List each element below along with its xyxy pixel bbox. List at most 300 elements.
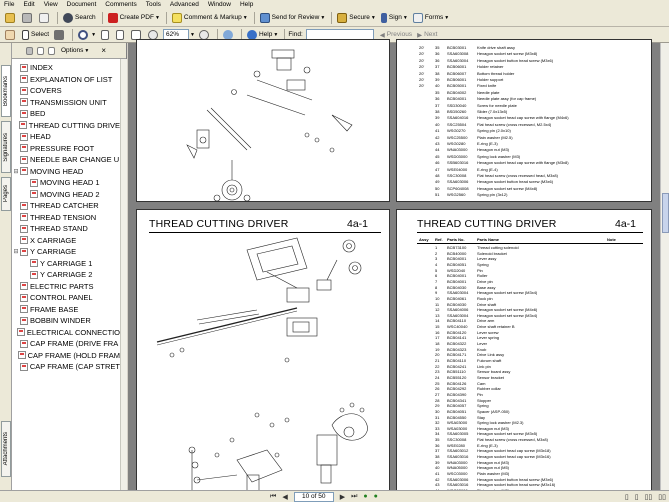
list-header xyxy=(397,237,647,243)
bookmark-icon xyxy=(20,340,28,348)
bookmark-item[interactable] xyxy=(12,177,120,189)
exploded-diagram xyxy=(137,210,391,500)
cell-assy: 20' xyxy=(419,83,425,89)
cell-ref: 38 xyxy=(435,70,440,76)
cell-part-name: Stay xyxy=(477,414,486,420)
header-rule xyxy=(417,243,643,244)
bookmark-label: TRANSMISSION UNIT xyxy=(30,97,107,107)
cell-part-name: Slider (7.0x13x5) xyxy=(477,109,508,114)
cell-part-name: Hexagon socket button head screw (M3x6) xyxy=(477,476,554,482)
chevron-down-icon[interactable]: ▼ xyxy=(190,31,195,38)
cell-part-no: BCB51110 xyxy=(447,369,466,375)
cell-part-no: BCB40000 xyxy=(447,250,467,256)
create-pdf-button[interactable] xyxy=(106,11,162,25)
chevron-down-icon: ▼ xyxy=(242,14,248,21)
cell-part-name: Sensor board assy xyxy=(477,369,511,375)
bookmark-label: INDEX xyxy=(30,63,53,73)
bookmark-item[interactable] xyxy=(12,85,120,97)
print-button[interactable] xyxy=(20,11,36,25)
bookmark-item[interactable] xyxy=(12,327,120,339)
cell-part-no: SSA603005 xyxy=(447,431,469,437)
cell-ref: 5 xyxy=(435,267,438,273)
scroll-thumb[interactable] xyxy=(662,193,669,233)
cell-assy: 20' xyxy=(419,77,425,82)
rotate-icon xyxy=(223,30,233,40)
cell-ref: 15 xyxy=(435,324,440,330)
cell-part-name: Holder retainer xyxy=(477,64,504,70)
close-panel-icon[interactable]: × xyxy=(101,46,107,55)
cell-part-name: Needle plate xyxy=(477,89,500,95)
cell-part-no: WSC25500 xyxy=(447,134,468,140)
go-forward-icon[interactable]: ● xyxy=(373,493,378,500)
document-scrollbar[interactable] xyxy=(660,43,669,490)
bookmark-label: PRESSURE FOOT xyxy=(30,143,95,153)
page-title: THREAD CUTTING DRIVER xyxy=(417,218,557,230)
cell-part-name: Spring lock washer (M2.3) xyxy=(477,420,524,426)
cell-part-name: Hexagon socket head cap screw with flange (M3x8) xyxy=(477,160,569,166)
header-part-no: Parts No. xyxy=(447,237,465,242)
tab-attachments[interactable] xyxy=(1,421,11,477)
cell-ref: 21 xyxy=(435,358,440,363)
email-button[interactable] xyxy=(37,11,53,25)
bookmark-icon xyxy=(20,75,28,83)
cell-ref: 22 xyxy=(435,363,440,369)
cell-ref: 3 xyxy=(435,256,438,262)
cursor-icon xyxy=(22,30,29,40)
cell-ref: 43 xyxy=(435,141,440,146)
cell-part-name: Pin xyxy=(477,267,483,273)
printer-icon xyxy=(22,13,32,23)
fit-width-icon xyxy=(131,30,141,40)
go-back-icon[interactable]: ● xyxy=(363,493,368,500)
menu-item-tools[interactable]: Tools xyxy=(145,1,161,8)
cell-part-name: Thread cutting solenoid xyxy=(477,245,519,250)
parts-row xyxy=(397,58,647,64)
cell-ref: 42 xyxy=(435,134,440,140)
bookmark-item[interactable] xyxy=(12,74,120,86)
bookmark-label: MOVING HEAD 2 xyxy=(40,189,100,199)
bookmark-item[interactable] xyxy=(12,108,120,120)
cell-ref: 34 xyxy=(435,431,440,437)
header-assy: Assy xyxy=(419,237,429,242)
cell-part-name: Holder support xyxy=(477,77,504,82)
cell-part-name: Hexagon socket set screw (M3x4) xyxy=(477,290,538,296)
cell-part-no: BCB04110 xyxy=(447,358,467,363)
cell-ref: 42 xyxy=(435,476,440,482)
cell-assy: 20' xyxy=(419,64,425,70)
cell-part-no: SSA603004 xyxy=(447,312,469,318)
document-view[interactable] xyxy=(128,43,660,490)
menu-item-advanced[interactable]: Advanced xyxy=(169,1,199,8)
forms-button[interactable] xyxy=(411,11,451,25)
send-review-button[interactable] xyxy=(258,11,328,25)
cell-part-no: BCB06001 xyxy=(447,64,467,70)
bookmark-item[interactable] xyxy=(12,120,120,132)
cell-part-no: BCB04001 xyxy=(447,273,467,279)
camera-icon xyxy=(54,30,64,40)
toolbar-main xyxy=(0,9,669,27)
cell-part-no: SSA603006 xyxy=(447,476,469,482)
options-button[interactable] xyxy=(61,47,89,54)
bookmark-label: ELECTRIC PARTS xyxy=(30,281,94,291)
cell-ref: 37 xyxy=(435,102,440,108)
cell-part-no: BCB04141 xyxy=(447,335,467,341)
cell-part-name: Drive arm xyxy=(477,318,495,324)
page-number: 4a-1 xyxy=(347,218,369,230)
cell-part-name: Hexagon socket head cap screw (M3x18) xyxy=(477,448,551,454)
bookmark-item[interactable] xyxy=(12,292,120,304)
new-bookmark-icon[interactable] xyxy=(37,47,44,55)
cell-part-no: WSC03000 xyxy=(447,471,468,476)
cell-part-name: Hexagon nut (M5) xyxy=(477,465,510,471)
menu-item-edit[interactable]: Edit xyxy=(23,1,35,8)
cell-part-name: Hexagon socket head cap screw with flange (M4x6) xyxy=(477,115,569,121)
cell-part-name: Knife drive shaft assy xyxy=(477,45,516,50)
cell-ref: 39 xyxy=(435,77,440,82)
cell-part-no: BCB04051 xyxy=(447,408,467,414)
cell-part-name: Hexagon socket set screw (M3x5) xyxy=(477,431,538,437)
cell-part-name: Hexagon nut (M3) xyxy=(477,425,510,431)
cell-part-name: Rock pin xyxy=(477,295,493,301)
cell-part-no: SSD30040 xyxy=(447,102,467,108)
bookmark-label: THREAD CUTTING DRIVE xyxy=(28,120,120,130)
page-top-left xyxy=(136,39,390,202)
secure-label: Secure xyxy=(349,14,370,21)
cell-ref: 29 xyxy=(435,403,440,409)
cell-part-no: WSA03000 xyxy=(447,420,468,426)
page-number-field[interactable]: 10 of 50 xyxy=(294,492,334,502)
prev-page-icon[interactable]: ◀ xyxy=(282,493,288,501)
cell-ref: 30 xyxy=(435,408,440,414)
cell-part-no: BCB03001 xyxy=(447,45,467,50)
title-rule xyxy=(417,232,643,233)
cell-part-no: BCB04241 xyxy=(447,363,467,369)
tab-pages[interactable] xyxy=(1,177,11,211)
cell-part-no: BCB04390 xyxy=(447,391,467,397)
bookmark-icon xyxy=(30,179,38,187)
cell-ref: 36 xyxy=(435,57,440,63)
bookmark-icon xyxy=(17,328,25,336)
cell-part-no: WSG0270 xyxy=(447,128,466,134)
continuous-facing-icon[interactable]: ▯▯ xyxy=(658,493,666,501)
navigation-tabs xyxy=(0,43,12,490)
cell-part-name: E-ring (E-3) xyxy=(477,141,498,146)
cell-part-name: Spring xyxy=(477,403,489,409)
menu-item-help[interactable]: Help xyxy=(239,1,254,8)
cell-part-no: BCB04002 xyxy=(447,89,467,95)
parts-row xyxy=(397,167,647,173)
header-part-name: Parts Name xyxy=(477,237,500,242)
cell-part-name: Stopper xyxy=(477,397,492,403)
header-note: Note xyxy=(607,237,616,242)
bookmark-icon xyxy=(19,121,27,129)
bookmark-item[interactable] xyxy=(12,143,120,155)
bookmark-item[interactable] xyxy=(12,223,120,235)
parts-row xyxy=(397,77,647,83)
cell-ref: 20 xyxy=(435,352,440,358)
bookmark-icon xyxy=(20,317,28,325)
folder-icon xyxy=(5,13,15,23)
cell-part-name: Needle plate assy (for cap frame) xyxy=(477,96,537,102)
cell-part-no: BCB04120 xyxy=(447,329,467,335)
previous-icon: ◀ xyxy=(379,31,385,39)
bookmark-item[interactable] xyxy=(12,62,120,74)
open-button[interactable] xyxy=(3,11,19,25)
cell-part-no: BCB04030 xyxy=(447,301,467,307)
cell-part-name: Hexagon socket button head screw (M3x16) xyxy=(477,482,556,488)
comment-icon xyxy=(172,13,182,23)
bookmark-label: COVERS xyxy=(30,86,62,96)
cell-part-no: BCB06007 xyxy=(447,70,467,76)
bookmark-label: Y CARRIAGE xyxy=(30,247,77,257)
bookmark-label: CAP FRAME (DRIVE FRA xyxy=(30,339,119,349)
single-page-icon[interactable]: ▯ xyxy=(624,493,629,501)
bookmark-item[interactable] xyxy=(12,269,120,281)
cell-ref: 50 xyxy=(435,185,440,191)
parts-row xyxy=(397,173,647,179)
cell-ref: 40 xyxy=(435,83,440,89)
bookmark-item[interactable] xyxy=(12,200,120,212)
cell-ref: 4 xyxy=(435,261,438,267)
parts-row xyxy=(397,109,647,115)
parts-row xyxy=(397,135,647,141)
bookmark-icon xyxy=(20,202,28,210)
pen-icon xyxy=(381,13,387,23)
bookmark-icon xyxy=(30,259,38,267)
chevron-down-icon: ▼ xyxy=(273,31,279,38)
bookmark-item[interactable] xyxy=(12,235,120,247)
bookmark-icon xyxy=(20,110,28,118)
bookmark-item[interactable] xyxy=(12,258,120,270)
cell-ref: 35 xyxy=(435,89,440,95)
cell-part-no: SCP604008 xyxy=(447,185,469,191)
cell-part-no: WSG2560 xyxy=(447,192,466,198)
comment-markup-button[interactable] xyxy=(170,11,250,25)
bookmark-label: THREAD TENSION xyxy=(30,212,97,222)
cell-ref: 28 xyxy=(435,397,440,403)
cell-part-no: WSA03000 xyxy=(447,425,468,431)
bookmark-item[interactable] xyxy=(12,338,120,350)
cell-part-no: BCB04550 xyxy=(447,414,467,420)
tab-signatures[interactable] xyxy=(1,121,11,173)
cell-part-no: BCB04341 xyxy=(447,397,467,403)
cell-part-name: Flat head screw (cross recessed, M2.5x4) xyxy=(477,121,552,127)
cell-part-no: BCB04001 xyxy=(447,96,467,102)
bookmark-item[interactable] xyxy=(12,304,120,316)
cell-part-name: Rubber collar xyxy=(477,386,501,392)
collapse-icon[interactable]: ⊟ xyxy=(13,249,19,256)
options-label: Options xyxy=(61,47,84,54)
cell-ref: 13 xyxy=(435,312,440,318)
cell-ref: 39 xyxy=(435,115,440,121)
cell-part-no: SSA603016 xyxy=(447,482,469,488)
expand-bookmark-icon[interactable] xyxy=(48,47,55,55)
bookmark-item[interactable] xyxy=(12,166,120,178)
menu-item-window[interactable]: Window xyxy=(207,1,231,8)
cell-ref: 36 xyxy=(435,96,440,102)
fit-page-button[interactable] xyxy=(114,28,128,42)
bookmark-label: ELECTRICAL CONNECTIO xyxy=(26,327,120,337)
cell-part-name: Fulcrum shaft xyxy=(477,358,502,363)
cell-ref: 36 xyxy=(435,442,440,448)
bookmark-item[interactable] xyxy=(12,246,120,258)
cell-part-no: SSA603004 xyxy=(447,290,469,296)
bookmark-icon xyxy=(20,363,28,371)
continuous-icon[interactable]: ▯ xyxy=(634,493,639,501)
cell-part-no: SSA603006 xyxy=(447,179,469,185)
parts-row xyxy=(397,192,647,198)
select-tool-button[interactable] xyxy=(20,28,51,42)
first-page-icon[interactable]: ⏮ xyxy=(270,492,277,500)
menu-item-document[interactable]: Document xyxy=(66,1,97,8)
cell-ref: 32 xyxy=(435,420,440,426)
page-top-right xyxy=(396,39,652,202)
parts-row xyxy=(397,128,647,134)
secure-button[interactable] xyxy=(335,11,378,25)
bookmark-label: CAP FRAME (CAP STRET xyxy=(29,362,120,372)
bookmark-label: MOVING HEAD 1 xyxy=(40,178,100,188)
search-button[interactable] xyxy=(61,11,98,25)
bookmark-item[interactable] xyxy=(12,189,120,201)
cell-part-no: SSA604006 xyxy=(447,307,469,313)
review-icon xyxy=(260,13,270,23)
cell-part-name: E-ring (E-3) xyxy=(477,442,498,448)
zoom-tool-button[interactable] xyxy=(76,28,98,42)
bookmark-label: CAP FRAME (HOLD FRAM xyxy=(27,350,120,360)
collapse-icon[interactable]: ⊟ xyxy=(13,168,19,175)
parts-row xyxy=(397,179,647,185)
cell-ref: 16 xyxy=(435,329,440,335)
cell-part-no: BCB04126 xyxy=(447,380,467,386)
bookmark-icon xyxy=(30,271,38,279)
cell-ref: 10 xyxy=(435,295,440,301)
tab-bookmarks[interactable] xyxy=(1,65,11,117)
facing-icon[interactable]: ▯▯ xyxy=(644,493,653,501)
cell-part-name: Lever xyxy=(477,341,488,347)
cell-part-name: Drive shaft xyxy=(477,301,497,307)
bookmark-item[interactable] xyxy=(12,281,120,293)
panel-scrollbar[interactable] xyxy=(120,59,127,490)
comment-label: Comment & Markup xyxy=(183,14,242,21)
bookmark-label: Y CARRIAGE 2 xyxy=(40,270,93,280)
help-icon xyxy=(247,30,257,40)
envelope-icon xyxy=(39,13,49,23)
cell-ref: 31 xyxy=(435,414,440,420)
cell-part-no: WSC40040 xyxy=(447,324,468,330)
cell-part-name: Spacer (ASP-050) xyxy=(477,408,510,414)
next-page-icon[interactable]: ▶ xyxy=(339,493,346,501)
bookmark-item[interactable] xyxy=(12,97,120,109)
bookmark-label: X CARRIAGE xyxy=(30,235,77,245)
cell-assy: 20' xyxy=(419,70,425,76)
bookmark-label: BED xyxy=(30,109,46,119)
previous-label: Previous xyxy=(386,31,413,38)
bookmark-icon xyxy=(20,167,28,175)
bookmark-item[interactable] xyxy=(12,361,120,373)
cell-ref: 33 xyxy=(435,425,440,431)
cell-ref: 40 xyxy=(435,465,440,471)
cell-ref: 36 xyxy=(435,51,440,57)
cell-part-name: Hexagon nut (M3) xyxy=(477,147,510,153)
bookmark-icon xyxy=(18,351,26,359)
cell-ref: 14 xyxy=(435,318,440,324)
cell-part-name: Hexagon nut (M3) xyxy=(477,459,510,465)
cell-part-no: BCB04322 xyxy=(447,341,467,347)
hand-tool-button[interactable] xyxy=(3,28,19,42)
cell-part-no: BCB04001 xyxy=(447,256,467,262)
menu-item-view[interactable]: View xyxy=(43,1,58,8)
cell-ref: 45 xyxy=(435,153,440,159)
menu-item-comments[interactable]: Comments xyxy=(105,1,137,8)
cell-part-name: Spring xyxy=(477,261,489,267)
last-page-icon[interactable]: ⏭ xyxy=(351,492,358,500)
cell-part-name: Drive pin xyxy=(477,278,493,284)
cell-part-name: Drive shaft retainer B xyxy=(477,324,515,330)
cell-ref: 23 xyxy=(435,369,440,375)
cell-ref: 9 xyxy=(435,290,438,296)
chevron-down-icon: ▼ xyxy=(320,14,326,21)
cell-ref: 19 xyxy=(435,346,440,352)
cell-part-no: BCB73100 xyxy=(447,245,467,250)
delete-bookmark-icon[interactable] xyxy=(26,47,33,55)
bookmark-label: NEEDLE BAR CHANGE U xyxy=(30,155,120,165)
cell-part-name: E-ring (E-4) xyxy=(477,166,498,172)
cell-ref: 40 xyxy=(435,121,440,127)
bookmark-list xyxy=(12,62,120,373)
bookmark-item[interactable] xyxy=(12,350,120,362)
bookmark-icon xyxy=(20,236,28,244)
bookmark-label: BOBBIN WINDER xyxy=(30,316,91,326)
page-bottom-right xyxy=(396,209,652,499)
bookmarks-panel xyxy=(12,43,127,490)
bookmark-icon xyxy=(20,133,28,141)
separator xyxy=(102,12,103,24)
cell-ref: 12 xyxy=(435,307,440,313)
cell-part-no: SSB603016 xyxy=(447,160,469,166)
cell-ref: 39 xyxy=(435,459,440,465)
zoom-input[interactable]: 62% xyxy=(163,29,189,40)
minus-icon xyxy=(148,30,158,40)
cell-ref: 47 xyxy=(435,166,440,172)
fit-page-icon xyxy=(116,30,124,40)
bookmark-item[interactable] xyxy=(12,212,120,224)
cell-ref: 26 xyxy=(435,386,440,392)
cell-ref: 25 xyxy=(435,380,440,386)
cell-part-name: Hexagon socket set screw (M3x8) xyxy=(477,51,538,57)
sign-button[interactable] xyxy=(379,11,410,25)
cell-part-no: SSA603004 xyxy=(447,57,469,63)
cell-part-name: Spring pin (2.0x10) xyxy=(477,128,511,134)
next-label: Next xyxy=(424,31,438,38)
bookmark-item[interactable] xyxy=(12,315,120,327)
cell-part-name: Cam xyxy=(477,380,486,386)
header-ref: Ref. xyxy=(435,237,443,242)
bookmark-icon xyxy=(20,156,28,164)
parts-row xyxy=(397,103,647,109)
bookmark-icon xyxy=(30,190,38,198)
forms-icon xyxy=(413,13,423,23)
cell-ref: 46 xyxy=(435,160,440,166)
parts-row xyxy=(397,115,647,121)
snapshot-button[interactable] xyxy=(52,28,68,42)
cell-part-name: Link pin xyxy=(477,363,491,369)
bookmark-item[interactable] xyxy=(12,131,120,143)
menu-item-file[interactable]: File xyxy=(4,1,15,8)
actual-size-button[interactable] xyxy=(99,28,113,42)
bookmark-item[interactable] xyxy=(12,154,120,166)
chevron-down-icon: ▼ xyxy=(444,14,450,21)
page-number: 4a-1 xyxy=(615,218,637,230)
